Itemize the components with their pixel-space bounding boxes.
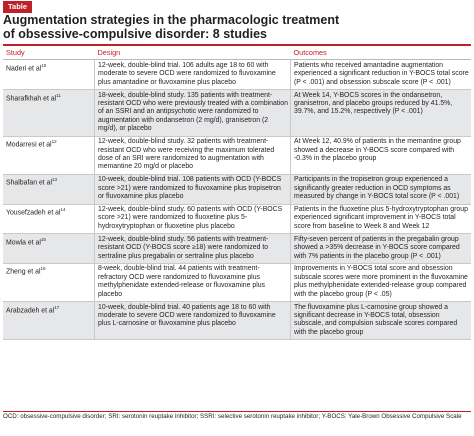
design-cell: 8-week, double-blind trial. 44 patients with treatment-refractory OCD were randomized to fluvoxamine plus methylphenidate extended-release or fluvoxamine plus placebo bbox=[95, 263, 291, 301]
design-cell: 12-week, double-blind study. 60 patients with OCD (Y-BOCS score >21) were randomized to fluoxetine plus 5-hydroxytryptophan or fluoxetine plus placebo bbox=[95, 204, 291, 234]
table-row bbox=[3, 234, 471, 264]
outcome-cell: At Week 14, Y-BOCS scores in the ondansetron, granisetron, and placebo groups reduced by 41.5%, 39.7%, and 15.2%, respectively (P < .001) bbox=[291, 90, 472, 137]
outcome-cell: At Week 12, 40.9% of patients in the memantine group showed a decrease in Y-BOCS score compared with -0.3% in the placebo group bbox=[291, 136, 472, 174]
study-name: Zheng et al bbox=[6, 268, 41, 276]
study-name: Arabzadeh et al bbox=[6, 306, 55, 314]
study-cell bbox=[3, 60, 95, 90]
reference-number: 14 bbox=[60, 207, 66, 212]
reference-number: 12 bbox=[51, 139, 57, 145]
design-cell: 18-week, double-blind study. 135 patients with treatment-resistant OCD who were previously treated with a combination of an SSRI and an antipsychotic were randomized to augmentation with ondansetron (2 mg/d), granisetron (2 mg/d), or placebo bbox=[95, 90, 291, 137]
reference-number: 16 bbox=[40, 266, 46, 272]
table-row bbox=[3, 263, 471, 301]
header-outcomes: Outcomes bbox=[291, 47, 472, 60]
table-row bbox=[3, 302, 471, 340]
footnote-divider bbox=[3, 411, 471, 412]
header-design: Design bbox=[95, 47, 291, 60]
study-name: Naderi et al bbox=[6, 65, 42, 73]
reference-number: 17 bbox=[54, 304, 60, 310]
table-body bbox=[3, 60, 471, 340]
study-cell bbox=[3, 302, 95, 340]
design-cell: 12-week, double-blind study. 32 patients with treatment-resistant OCD who were receiving the maximum tolerated dose of an SRI were randomized to augmentation with memantine 20 mg/d or placebo bbox=[95, 136, 291, 174]
outcome-cell: Participants in the tropisetron group experienced a significantly greater reduction in OCD symptoms as measured by change in Y-BOCS total score (P < .001) bbox=[291, 174, 472, 204]
study-cell bbox=[3, 263, 95, 301]
design-cell: 12-week, double-blind trial. 106 adults age 18 to 60 with moderate to severe OCD were randomized to fluvoxamine plus amantadine or fluvoxamine plus placebo bbox=[95, 60, 291, 90]
study-name: Sharafkhah et al bbox=[6, 94, 57, 102]
study-name: Modarresi et al bbox=[6, 141, 52, 149]
study-name: Mowla et al bbox=[6, 239, 41, 247]
study-cell bbox=[3, 234, 95, 264]
header-study: Study bbox=[3, 47, 95, 60]
reference-number: 13 bbox=[51, 177, 57, 183]
table-row bbox=[3, 90, 471, 137]
design-cell: 10-week, double-blind trial. 40 patients age 18 to 60 with moderate to severe OCD were randomized to fluvoxamine plus L-carnosine or fluvoxamine plus placebo bbox=[95, 302, 291, 340]
title-line-1: Augmentation strategies in the pharmacologic treatment bbox=[3, 13, 340, 27]
outcome-cell: Patients who received amantadine augmentation experienced a significant reduction in Y-BOCS total score (P < .001) and obsession subscale score (P < .001) bbox=[291, 60, 472, 90]
study-cell bbox=[3, 136, 95, 174]
title-line-2: of obsessive-compulsive disorder: 8 studies bbox=[3, 27, 267, 41]
table-row bbox=[3, 60, 471, 90]
study-cell bbox=[3, 204, 95, 234]
outcome-cell: Fifty-seven percent of patients in the pregabalin group showed a >35% decrease in Y-BOCS score compared with 7% patients in the placebo group (P < .001) bbox=[291, 234, 472, 264]
table-row bbox=[3, 174, 471, 204]
table-row bbox=[3, 204, 471, 234]
study-name: Yousefzadeh et al bbox=[6, 209, 61, 217]
design-cell: 10-week, double-blind trial. 108 patients with OCD (Y-BOCS score >21) were randomized to fluvoxamine plus tropisetron or fluvoxamine plus placebo bbox=[95, 174, 291, 204]
table-tag: Table bbox=[3, 1, 32, 13]
outcome-cell: The fluvoxamine plus L-carnosine group showed a significant decrease in Y-BOCS total, obsession subscale, and compulsion subscale scores compared with the placebo group bbox=[291, 302, 472, 340]
reference-number: 10 bbox=[41, 62, 47, 68]
study-cell bbox=[3, 90, 95, 137]
studies-table bbox=[3, 47, 471, 340]
title-divider bbox=[3, 44, 471, 46]
outcome-cell: Patients in the fluoxetine plus 5-hydroxytryptophan group experienced significant improvement in Y-BOCS total score from baseline to Week 8 and Week 12 bbox=[291, 204, 472, 234]
design-cell: 12-week, double-blind study. 56 patients with treatment-resistant OCD (Y-BOCS score ≥18) were randomized to sertraline plus pregabalin or sertraline plus placebo bbox=[95, 234, 291, 264]
footnote: OCD: obsessive-compulsive disorder; SRI: serotonin reuptake inhibitor; SSRI: selective serotonin reuptake inhibitor; Y-BOCS: Yale-Brown Obsessive Compulsive Scale bbox=[3, 413, 462, 420]
header-row bbox=[3, 47, 471, 60]
study-cell bbox=[3, 174, 95, 204]
reference-number: 15 bbox=[40, 236, 46, 242]
outcome-cell: Improvements in Y-BOCS total score and obsession subscale scores were more prominent in the fluvoxamine plus methylphenidate extended-release group compared with the placebo group (P < .05) bbox=[291, 263, 472, 301]
study-name: Shalbafan et al bbox=[6, 179, 52, 187]
table-row bbox=[3, 136, 471, 174]
table-title bbox=[3, 13, 468, 41]
reference-number: 11 bbox=[56, 92, 61, 98]
